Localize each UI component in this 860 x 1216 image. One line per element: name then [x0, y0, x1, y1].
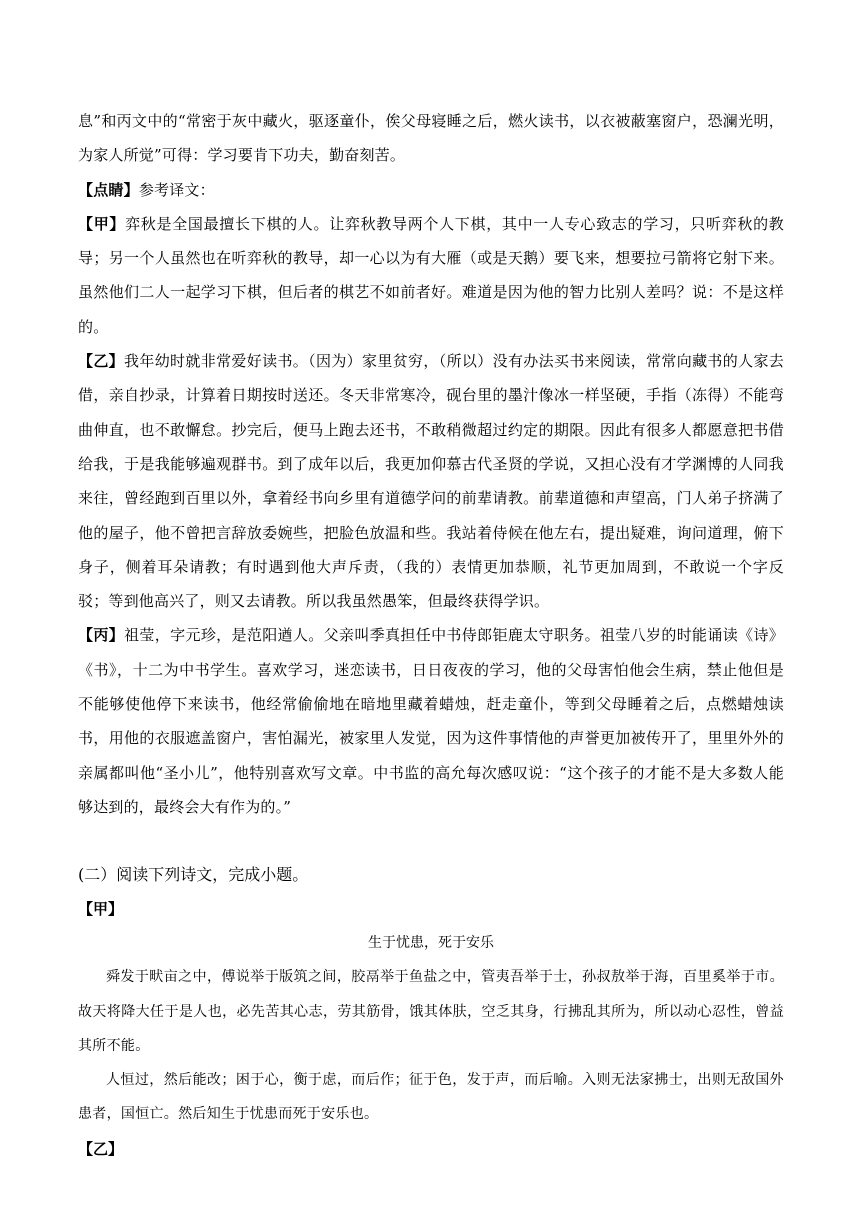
translation-yi-tag: 【乙】	[78, 352, 125, 371]
translation-yi	[78, 344, 784, 618]
translation-jia-tag: 【甲】	[78, 214, 126, 233]
section2-heading: (二）阅读下列诗文，完成小题。	[78, 865, 309, 885]
translation-bing	[78, 618, 784, 824]
translation-bing-tag: 【丙】	[78, 626, 125, 645]
dianjing-paragraph	[78, 173, 784, 207]
poem-paragraph-1: 舜发于畎亩之中，傅说举于版筑之间，胶鬲举于鱼盐之中，管夷吾举于士，孙叔敖举于海，百里奚举于市。故天将降大任于是人也，必先苦其心志，劳其筋骨，饿其体肤，空乏其身，行拂乱其所为，所以动心忍性，曾益其所不能。	[78, 969, 784, 1054]
dianjing-text: 参考译文：	[138, 180, 215, 199]
intro-paragraph: 息”和丙文中的“常密于灰中藏火，驱逐童仆，俟父母寝睡之后，燃火读书，以衣被蔽塞窗户，恐澜光明，为家人所觉”可得：学习要肯下功夫，勤奋刻苦。	[78, 112, 784, 165]
translation-jia	[78, 207, 784, 344]
poem-title: 生于忧患，死于安乐	[368, 935, 494, 952]
yi-label: 【乙】	[78, 1139, 124, 1158]
translation-bing-text: 祖莹，字元珍，是范阳遒人。父亲叫季真担任中书侍郎钜鹿太守职务。祖莹八岁的时能诵读《诗》《书》，十二为中书学生。喜欢学习，迷恋读书，日日夜夜的学习，他的父母害怕他会生病，禁止他但是不能够使他停下来读书，他经常偷偷地在暗地里藏着蜡烛，赶走童仆，等到父母睡着之后，点燃蜡烛读书，用他的衣服遮盖窗户，害怕漏光，被家里人发觉，因为这件事情他的声誉更加被传开了，里里外外的亲属都叫他“圣小儿”，他特别喜欢写文章。中书监的高允每次感叹说：“这个孩子的才能不是大多数人能够达到的，最终会大有作为的。”	[78, 626, 784, 816]
translation-yi-text: 我年幼时就非常爱好读书。（因为）家里贫穷，（所以）没有办法买书来阅读，常常向藏书的人家去借，亲自抄录，计算着日期按时送还。冬天非常寒冷，砚台里的墨汁像冰一样坚硬，手指（冻得）不能弯曲伸直，也不敢懈怠。抄完后，便马上跑去还书，不敢稍微超过约定的期限。因此有很多人都愿意把书借给我，于是我能够遍观群书。到了成年以后，我更加仰慕古代圣贤的学说，又担心没有才学渊博的人同我来往，曾经跑到百里以外，拿着经书向乡里有道德学问的前辈请教。前辈道德和声望高，门人弟子挤满了他的屋子，他不曾把言辞放委婉些，把脸色放温和些。我站着侍候在他左右，提出疑难，询问道理，俯下身子，侧着耳朵请教；有时遇到他大声斥责，（我的）表情更加恭顺，礼节更加周到，不敢说一个字反驳；等到他高兴了，则又去请教。所以我虽然愚笨，但最终获得学识。	[78, 352, 784, 611]
poem-paragraph-2: 人恒过，然后能改；困于心，衡于虑，而后作；征于色，发于声，而后喻。入则无法家拂士，出则无敌国外患者，国恒亡。然后知生于忧患而死于安乐也。	[78, 1072, 784, 1123]
translation-jia-text: 弈秋是全国最擅长下棋的人。让弈秋教导两个人下棋，其中一人专心致志的学习，只听弈秋的教导；另一个人虽然也在听弈秋的教导，却一心以为有大雁（或是天鹅）要飞来，想要拉弓箭将它射下来。虽然他们二人一起学习下棋，但后者的棋艺不如前者好。难道是因为他的智力比别人差吗？说：不是这样的。	[78, 214, 784, 336]
document-page	[78, 104, 784, 1166]
dianjing-tag: 【点睛】	[78, 180, 139, 199]
section-gap	[78, 824, 784, 858]
jia-label: 【甲】	[78, 900, 124, 919]
